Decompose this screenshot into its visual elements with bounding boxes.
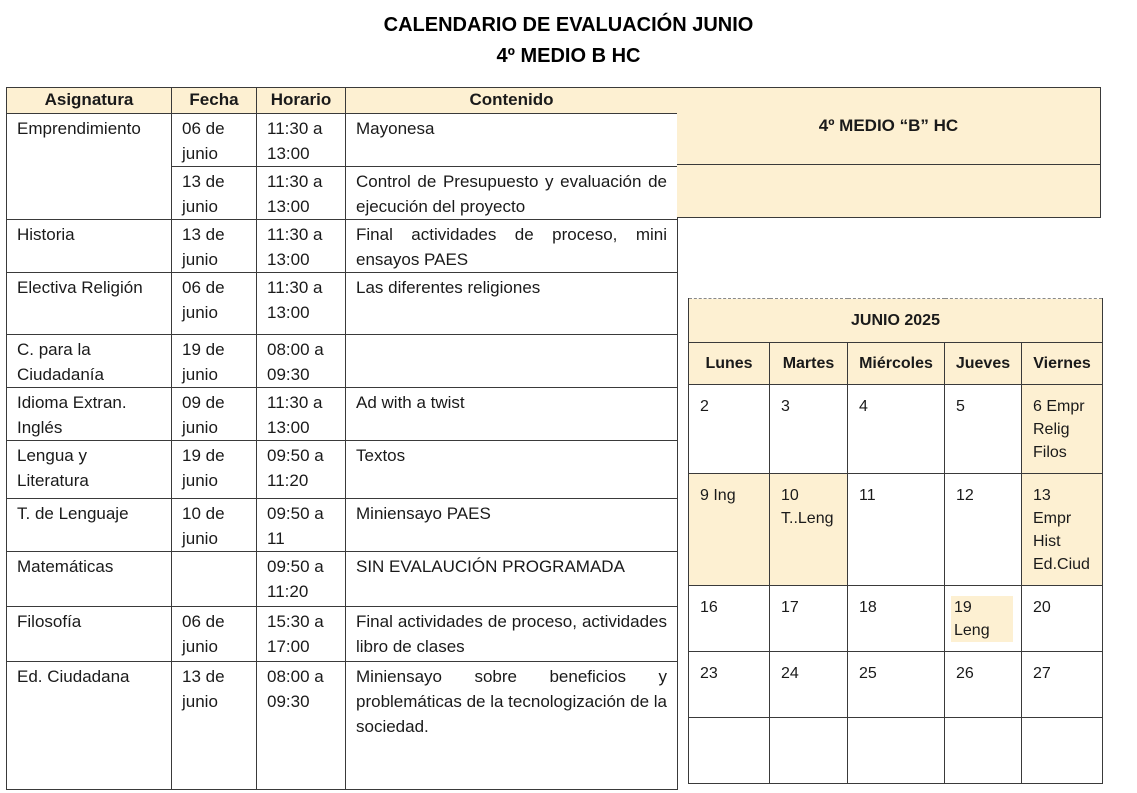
table-row (7, 499, 678, 552)
content-cell (346, 335, 678, 388)
calendar-day: 3 (770, 385, 848, 474)
calendar-day: 18 (848, 586, 945, 652)
time-cell: 08:00 a 09:30 (257, 662, 346, 790)
date-cell: 10 de junio (172, 499, 257, 552)
date-cell: 13 de junio (172, 220, 257, 273)
subject-cell: Ed. Ciudadana (7, 662, 172, 790)
date-cell: 06 de junio (172, 114, 257, 167)
calendar-day (1022, 718, 1103, 784)
content-cell: Miniensayo sobre beneficios y problemáticas de la tecnologización de la sociedad. (346, 662, 678, 790)
calendar-day: 11 (848, 474, 945, 586)
subject-cell: Matemáticas (7, 552, 172, 607)
calendar-week (689, 718, 1103, 784)
calendar-caption: JUNIO 2025 (689, 299, 1103, 343)
calendar-day: 27 (1022, 652, 1103, 718)
calendar-day-eval: 9 Ing (689, 474, 770, 586)
content-cell: Mayonesa (346, 114, 678, 167)
calendar-day: 2 (689, 385, 770, 474)
calendar-day (945, 718, 1022, 784)
calendar-day-eval: 10 T..Leng (770, 474, 848, 586)
table-row (7, 273, 678, 335)
calendar-day: 17 (770, 586, 848, 652)
course-header-blank (677, 165, 1101, 218)
evaluation-table (6, 87, 678, 790)
time-cell: 11:30 a 13:00 (257, 273, 346, 335)
calendar-day: 26 (945, 652, 1022, 718)
calendar-day: 12 (945, 474, 1022, 586)
page-title: CALENDARIO DE EVALUACIÓN JUNIO (383, 14, 754, 36)
table-row (7, 441, 678, 499)
table-row (7, 662, 678, 790)
content-cell: SIN EVALAUCIÓN PROGRAMADA (346, 552, 678, 607)
calendar-day (770, 718, 848, 784)
header-content: Contenido (346, 88, 678, 114)
header-subject: Asignatura (7, 88, 172, 114)
page-subtitle: 4º MEDIO B HC (496, 45, 641, 67)
subject-cell: C. para la Ciudadanía (7, 335, 172, 388)
table-row (7, 335, 678, 388)
subject-cell: Lengua y Literatura (7, 441, 172, 499)
subject-cell: Idioma Extran. Inglés (7, 388, 172, 441)
calendar-day (848, 718, 945, 784)
day-header: Jueves (945, 343, 1022, 385)
table-row (7, 388, 678, 441)
calendar-day-eval: 6 Empr Relig Filos (1022, 385, 1103, 474)
time-cell: 11:30 a 13:00 (257, 388, 346, 441)
table-row (7, 114, 678, 167)
subject-cell: Emprendimiento (7, 114, 172, 220)
calendar-week (689, 385, 1103, 474)
time-cell: 09:50 a 11:20 (257, 552, 346, 607)
calendar-day: 20 (1022, 586, 1103, 652)
time-cell: 08:00 a 09:30 (257, 335, 346, 388)
time-cell: 15:30 a 17:00 (257, 607, 346, 662)
date-cell (172, 552, 257, 607)
table-header-row (7, 88, 678, 114)
table-row (7, 220, 678, 273)
content-cell: Final actividades de proceso, mini ensayos PAES (346, 220, 678, 273)
time-cell: 11:30 a 13:00 (257, 220, 346, 273)
date-cell: 13 de junio (172, 662, 257, 790)
day-header: Viernes (1022, 343, 1103, 385)
content-cell: Miniensayo PAES (346, 499, 678, 552)
day-header: Miércoles (848, 343, 945, 385)
date-cell: 19 de junio (172, 335, 257, 388)
day-header: Martes (770, 343, 848, 385)
header-time: Horario (257, 88, 346, 114)
calendar-week (689, 586, 1103, 652)
time-cell: 09:50 a 11 (257, 499, 346, 552)
time-cell: 09:50 a 11:20 (257, 441, 346, 499)
calendar-day-header-row (689, 343, 1103, 385)
course-header (677, 87, 1101, 165)
calendar-day: 5 (945, 385, 1022, 474)
calendar-day: 24 (770, 652, 848, 718)
calendar-day: 23 (689, 652, 770, 718)
date-cell: 19 de junio (172, 441, 257, 499)
calendar-week (689, 652, 1103, 718)
content-cell: Las diferentes religiones (346, 273, 678, 335)
header-date: Fecha (172, 88, 257, 114)
course-label: 4º MEDIO “B” HC (818, 116, 959, 135)
table-row (7, 552, 678, 607)
content-cell: Ad with a twist (346, 388, 678, 441)
calendar-day: 4 (848, 385, 945, 474)
table-row (7, 607, 678, 662)
calendar-day-eval: 13 Empr Hist Ed.Ciud (1022, 474, 1103, 586)
date-cell: 06 de junio (172, 607, 257, 662)
subject-cell: T. de Lenguaje (7, 499, 172, 552)
time-cell: 11:30 a 13:00 (257, 114, 346, 167)
content-cell: Textos (346, 441, 678, 499)
date-cell: 06 de junio (172, 273, 257, 335)
calendar-day: 25 (848, 652, 945, 718)
subject-cell: Electiva Religión (7, 273, 172, 335)
calendar-day-eval: 19 Leng (945, 586, 1022, 652)
date-cell: 13 de junio (172, 167, 257, 220)
calendar-day (689, 718, 770, 784)
date-cell: 09 de junio (172, 388, 257, 441)
content-cell: Control de Presupuesto y evaluación de ejecución del proyecto (346, 167, 678, 220)
calendar-week (689, 474, 1103, 586)
time-cell: 11:30 a 13:00 (257, 167, 346, 220)
subject-cell: Historia (7, 220, 172, 273)
subject-cell: Filosofía (7, 607, 172, 662)
day-header: Lunes (689, 343, 770, 385)
june-calendar (688, 298, 1103, 784)
calendar-day: 16 (689, 586, 770, 652)
content-cell: Final actividades de proceso, actividades libro de clases (346, 607, 678, 662)
